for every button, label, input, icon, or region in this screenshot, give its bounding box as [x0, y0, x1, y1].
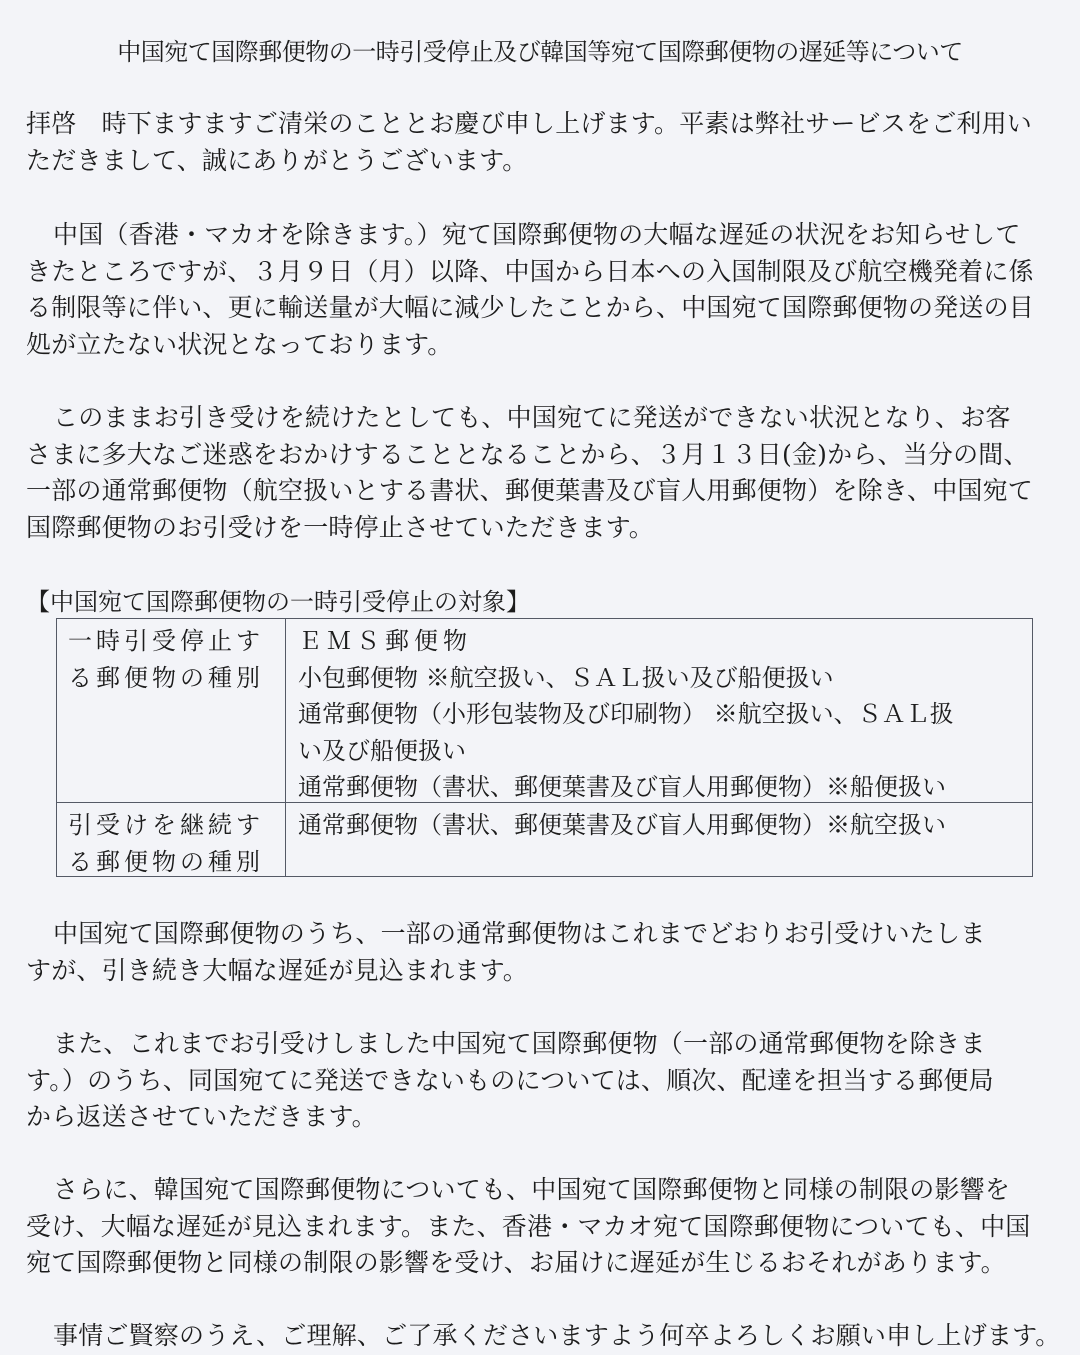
paragraph-return: [26, 1026, 1056, 1136]
closing-paragraph: [26, 1318, 1061, 1355]
paragraph-delay-status: [26, 217, 1056, 363]
text-line: 中国（香港・マカオを除きます。）宛て国際郵便物の大幅な遅延の状況をお知らせして: [53, 220, 1021, 249]
suspension-table: [56, 618, 1033, 877]
text-line: 処が立たない状況となっております。: [26, 329, 453, 359]
item-small-packet: 通常郵便物（小形包装物及び印刷物） ※航空扱い、ＳＡＬ扱: [298, 700, 954, 728]
text-line: 国際郵便物のお引受けを一時停止させていただきます。: [26, 512, 655, 542]
label-line: る郵便物の種別: [68, 663, 264, 692]
table-row-suspended: [57, 619, 1032, 803]
document-title: 中国宛て国際郵便物の一時引受停止及び韓国等宛て国際郵便物の遅延等について: [117, 38, 963, 66]
text-line: さらに、韓国宛て国際郵便物についても、中国宛て国際郵便物と同様の制限の影響を: [53, 1175, 1011, 1204]
paragraph-partial-acceptance: [26, 916, 1056, 989]
text-line: このままお引き受けを続けたとしても、中国宛てに発送ができない状況となり、お客: [53, 403, 1011, 432]
text-line: 拝啓 時下ますますご清栄のこととお慶び申し上げます。平素は弊社サービスをご利用い: [26, 109, 1033, 138]
text-line: すが、引き続き大幅な遅延が見込まれます。: [26, 955, 529, 985]
text-line: 宛て国際郵便物と同様の制限の影響を受け、お届けに遅延が生じるおそれがあります。: [26, 1248, 1006, 1277]
paragraph-suspension: [26, 400, 1056, 546]
item-small-packet-cont: い及び船便扱い: [298, 736, 466, 765]
text-line: 事情ご賢察のうえ、ご理解、ご了承くださいますよう何卒よろしくお願い申し上げます。: [53, 1321, 1061, 1350]
item-ems: ＥＭＳ郵便物: [298, 627, 472, 655]
row-label-continued: [57, 803, 286, 876]
text-line: 受け、大幅な遅延が見込まれます。また、香港・マカオ宛て国際郵便物についても、中国: [26, 1211, 1031, 1241]
label-line: 引受けを継続す: [68, 811, 264, 839]
greeting-paragraph: [26, 106, 1056, 179]
text-line: から返送させていただきます。: [26, 1102, 377, 1131]
paragraph-korea-hk: [26, 1172, 1056, 1282]
text-line: 一部の通常郵便物（航空扱いとする書状、郵便葉書及び盲人用郵便物）を除き、中国宛て: [26, 476, 1034, 505]
text-line: きたところですが、３月９日（月）以降、中国から日本への入国制限及び航空機発着に係: [26, 256, 1034, 286]
row-label-suspended: [57, 619, 286, 802]
text-line: ただきまして、誠にありがとうございます。: [26, 145, 528, 175]
item-letters-air: 通常郵便物（書状、郵便葉書及び盲人用郵便物）※航空扱い: [298, 811, 946, 839]
item-letters-surface: 通常郵便物（書状、郵便葉書及び盲人用郵便物）※船便扱い: [298, 773, 946, 801]
text-line: る制限等に伴い、更に輸送量が大幅に減少したことから、中国宛て国際郵便物の発送の目: [26, 293, 1035, 322]
text-line: さまに多大なご迷惑をおかけすることとなることから、３月１３日(金)から、当分の間、: [26, 439, 1029, 469]
text-line: 中国宛て国際郵便物のうち、一部の通常郵便物はこれまでどおりお引受けいたしま: [53, 919, 986, 948]
table-caption: 【中国宛て国際郵便物の一時引受停止の対象】: [26, 588, 530, 616]
row-items-continued: [286, 803, 1032, 876]
table-row-continued: [57, 803, 1032, 876]
text-line: す。）のうち、同国宛てに発送できないものについては、順次、配達を担当する郵便局: [26, 1065, 994, 1095]
text-line: また、これまでお引受けしました中国宛て国際郵便物（一部の通常郵便物を除きま: [53, 1029, 986, 1058]
label-line: 一時引受停止す: [68, 627, 264, 655]
row-items-suspended: [286, 619, 1032, 802]
item-parcel: 小包郵便物 ※航空扱い、ＳＡＬ扱い及び船便扱い: [298, 663, 834, 692]
label-line: る郵便物の種別: [68, 847, 264, 876]
